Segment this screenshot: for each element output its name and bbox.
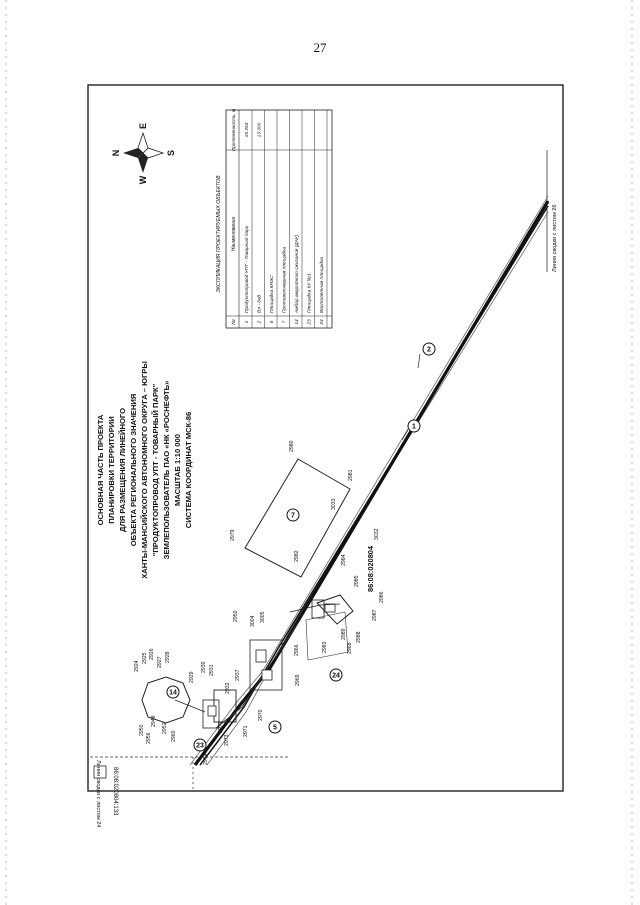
legend-row-number: 14 — [295, 319, 300, 325]
object-marker — [330, 669, 342, 681]
object-marker — [269, 721, 281, 733]
compass-north-label: N — [111, 149, 121, 157]
compass-west-label: W — [138, 175, 148, 185]
legend-row-length: 13 000 — [257, 122, 263, 138]
point-label: 2973 — [224, 734, 230, 746]
sheet-link-label-right: Линия сводки с листом 26 — [552, 204, 558, 272]
object-marker-label: 5 — [273, 724, 277, 732]
point-label: 2974 — [203, 753, 209, 765]
point-label: 2981 — [348, 469, 354, 481]
legend-row-number: 23 — [307, 319, 313, 325]
point-label: 3032 — [374, 528, 380, 540]
object-marker-label: 2 — [427, 346, 431, 354]
legend-header-name: Наименование — [231, 216, 237, 252]
point-label: 2925 — [142, 652, 148, 664]
sheet-link-label-left: Линия сводки с листом 24 — [95, 760, 101, 828]
point-label: 2988 — [356, 631, 362, 643]
object-marker-label: 1 — [412, 423, 416, 431]
title-line-3: ДЛЯ РАЗМЕЩЕНИЯ ЛИНЕЙНОГО — [118, 408, 127, 532]
legend-row-number: 1 — [245, 320, 250, 324]
point-label: 2971 — [243, 725, 249, 737]
cadastral-parcel-label: 86:08:020804:133 — [112, 767, 118, 816]
point-label: 2928 — [165, 651, 171, 663]
point-label: 2929 — [189, 671, 195, 683]
point-label: 2982 — [294, 550, 300, 562]
point-label: 2950 — [139, 724, 145, 736]
legend-header-length: Протяженность, м — [231, 108, 236, 152]
point-label: 2968 — [347, 642, 353, 654]
legend-row-name: Площадка КУ №1 — [307, 273, 313, 313]
legend-row-number: 24 — [320, 319, 325, 325]
legend-row-number: 7 — [282, 320, 288, 324]
title-line-1: ОСНОВНАЯ ЧАСТЬ ПРОЕКТА — [96, 414, 105, 526]
point-label: 3005 — [260, 611, 266, 623]
legend-row-name: Амбар аварийного сжигания (ДАУ) — [295, 234, 300, 313]
object-marker-label: 14 — [169, 689, 177, 697]
compass-south-label: S — [166, 149, 176, 157]
object-marker — [423, 343, 435, 355]
title-line-2: ПЛАНИРОВКИ ТЕРРИТОРИИ — [107, 416, 116, 524]
legend-row-name: Продуктопровод УПТ - Товарный парк — [245, 225, 250, 313]
point-label: 2969 — [295, 674, 301, 686]
point-label: 2979 — [230, 529, 236, 541]
compass-east-label: E — [138, 122, 148, 130]
point-label: 2930 — [201, 661, 207, 673]
point-label: 3033 — [331, 498, 337, 510]
point-label: 2960 — [171, 730, 177, 742]
page-number: 27 — [313, 40, 327, 55]
title-line-7: ЗЕМЛЕПОЛЬЗОВАТЕЛЬ ПАО «НК «РОСНЕФТЬ» — [162, 380, 171, 560]
legend-row-name: Вертолетная площадка — [320, 257, 325, 313]
cadastral-block-label: 86:08:020804 — [366, 545, 375, 592]
title-line-5: ХАНТЫ-МАНСИЙСКОГО АВТОНОМНОГО ОКРУГА – ЮГРЫ — [140, 361, 149, 579]
point-label: 2937 — [235, 669, 241, 681]
point-label: 2983 — [322, 641, 328, 653]
point-label: 2924 — [134, 660, 140, 672]
legend-title: ЭКСПЛИКАЦИЯ ПРОЕКТИРУЕМЫХ ОБЪЕКТОВ — [216, 175, 222, 293]
legend-row-name: Вл - 6кВ — [257, 294, 263, 313]
point-label: 2956 — [146, 732, 152, 744]
point-label: 2972 — [218, 721, 224, 733]
point-label: 2980 — [289, 440, 295, 452]
point-label: 2927 — [157, 656, 163, 668]
legend-header-number: № — [231, 319, 237, 325]
legend-row-number: 5 — [270, 320, 275, 324]
point-label: 2984 — [341, 554, 347, 566]
point-label: 2950 — [233, 610, 239, 622]
point-label: 2932 — [225, 682, 231, 694]
point-label: 2970 — [258, 709, 264, 721]
title-line-6: "ПРОДУКТОПРОВОД УПТ - ТОВАРНЫЙ ПАРК" — [151, 383, 160, 557]
point-label: 2931 — [209, 664, 215, 676]
title-line-4: ОБЪЕКТА РЕГИОНАЛЬНОГО ЗНАЧЕНИЯ — [129, 393, 138, 547]
legend-row-length: 15 253 — [245, 122, 250, 138]
object-marker-label: 24 — [332, 672, 340, 680]
object-marker — [287, 509, 299, 521]
point-label: 2985 — [354, 575, 360, 587]
point-label: 2926 — [149, 648, 155, 660]
point-label: 2948 — [151, 715, 157, 727]
legend-row-name: Площадка КНЭС — [270, 275, 275, 313]
object-marker — [408, 420, 420, 432]
point-label: 2989 — [341, 628, 347, 640]
legend-row-number: 2 — [257, 320, 263, 324]
title-coordinate-system: СИСТЕМА КООРДИНАТ МСК-86 — [184, 411, 193, 529]
object-marker-label: 23 — [196, 742, 204, 750]
title-scale: МАСШТАБ 1:10 000 — [173, 434, 182, 506]
point-label: 2986 — [379, 591, 385, 603]
legend-row-name: Противопожарная площадка — [282, 247, 288, 313]
point-label: 3004 — [250, 615, 256, 627]
point-label: 2952 — [162, 722, 168, 734]
object-marker-label: 7 — [291, 512, 295, 520]
point-label: 2987 — [372, 609, 378, 621]
object-marker — [167, 686, 179, 698]
point-label: 2966 — [294, 644, 300, 656]
object-marker — [194, 739, 206, 751]
